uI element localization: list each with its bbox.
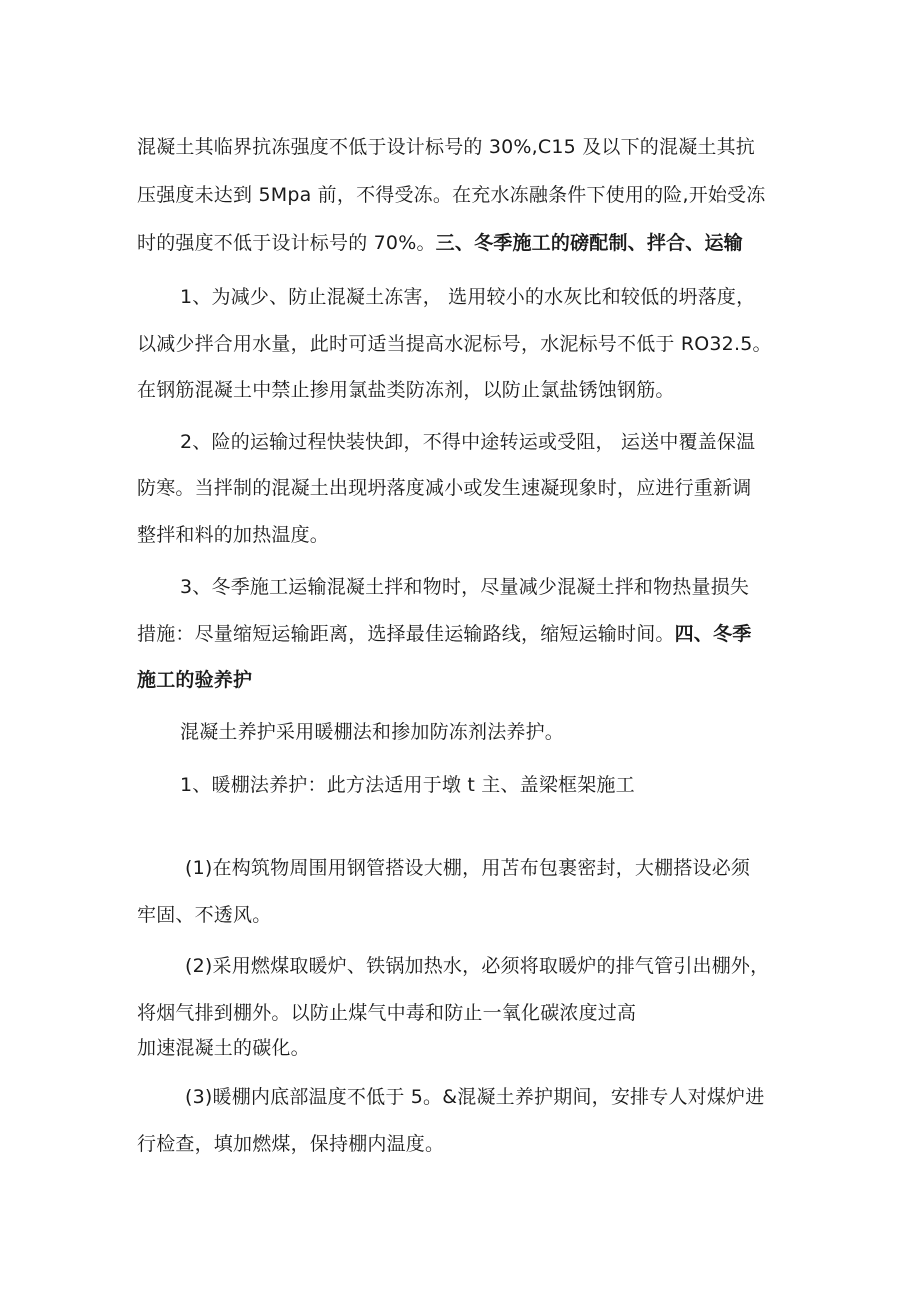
text-line: 在钢筋混凝土中禁止掺用氯盐类防冻剂，以防止氯盐锈蚀钢筋。: [137, 379, 675, 401]
text-line: 1、暖棚法养护：此方法适用于墩 t 主、盖梁框架施工: [180, 774, 635, 796]
section-heading-3: 三、冬季施工的磅配制、拌合、运输: [435, 232, 743, 254]
text-line: (1)在构筑物周围用钢管搭设大棚，用苫布包裹密封，大棚搭设必须: [185, 857, 751, 879]
section-heading-4: 四、冬季: [674, 623, 752, 645]
text-line: 混凝土养护采用暖棚法和掺加防冻剂法养护。: [180, 721, 565, 743]
text-line: 牢固、不透风。: [137, 904, 272, 926]
text-line: (2)采用燃煤取暖炉、铁锅加热水，必须将取暖炉的排气管引出棚外，: [185, 955, 770, 977]
text-line: 压强度未达到 5Mpa 前，不得受冻。在充水冻融条件下使用的险,开始受冻: [137, 184, 766, 206]
section-heading-4-cont: 施工的验养护: [137, 669, 253, 691]
text-line: [137, 666, 252, 694]
text-line: 整拌和料的加热温度。: [137, 524, 330, 546]
text-line: 1、为减少、防止混凝土冻害， 选用较小的水灰比和较低的坍落度，: [180, 286, 756, 308]
text-line: 将烟气排到棚外。以防止煤气中毒和防止一氧化碳浓度过高: [137, 1002, 637, 1024]
text-line: 混凝土其临界抗冻强度不低于设计标号的 30%,C15 及以下的混凝土其抗: [137, 136, 755, 158]
text-line: 以减少拌合用水量，此时可适当提高水泥标号，水泥标号不低于 RO32.5。: [137, 333, 772, 355]
text-line: (3)暖棚内底部温度不低于 5。&混凝土养护期间，安排专人对煤炉进: [185, 1086, 765, 1108]
text-line: 行检查，填加燃煤，保持棚内温度。: [137, 1133, 445, 1155]
text-line: 3、冬季施工运输混凝土拌和物时，尽量减少混凝土拌和物热量损失: [180, 576, 750, 598]
text-line: 2、险的运输过程快装快卸，不得中途转运或受阻， 运送中覆盖保温: [180, 431, 756, 453]
text-line: 加速混凝土的碳化。: [137, 1037, 310, 1059]
text-line: 措施：尽量缩短运输距离，选择最佳运输路线，缩短运输时间。四、冬季: [137, 623, 752, 645]
text-line: 防寒。当拌制的混凝土出现坍落度减小或发生速凝现象时，应进行重新调: [137, 477, 752, 499]
text-line: 时的强度不低于设计标号的 70%。三、冬季施工的磅配制、拌合、运输: [137, 232, 743, 254]
